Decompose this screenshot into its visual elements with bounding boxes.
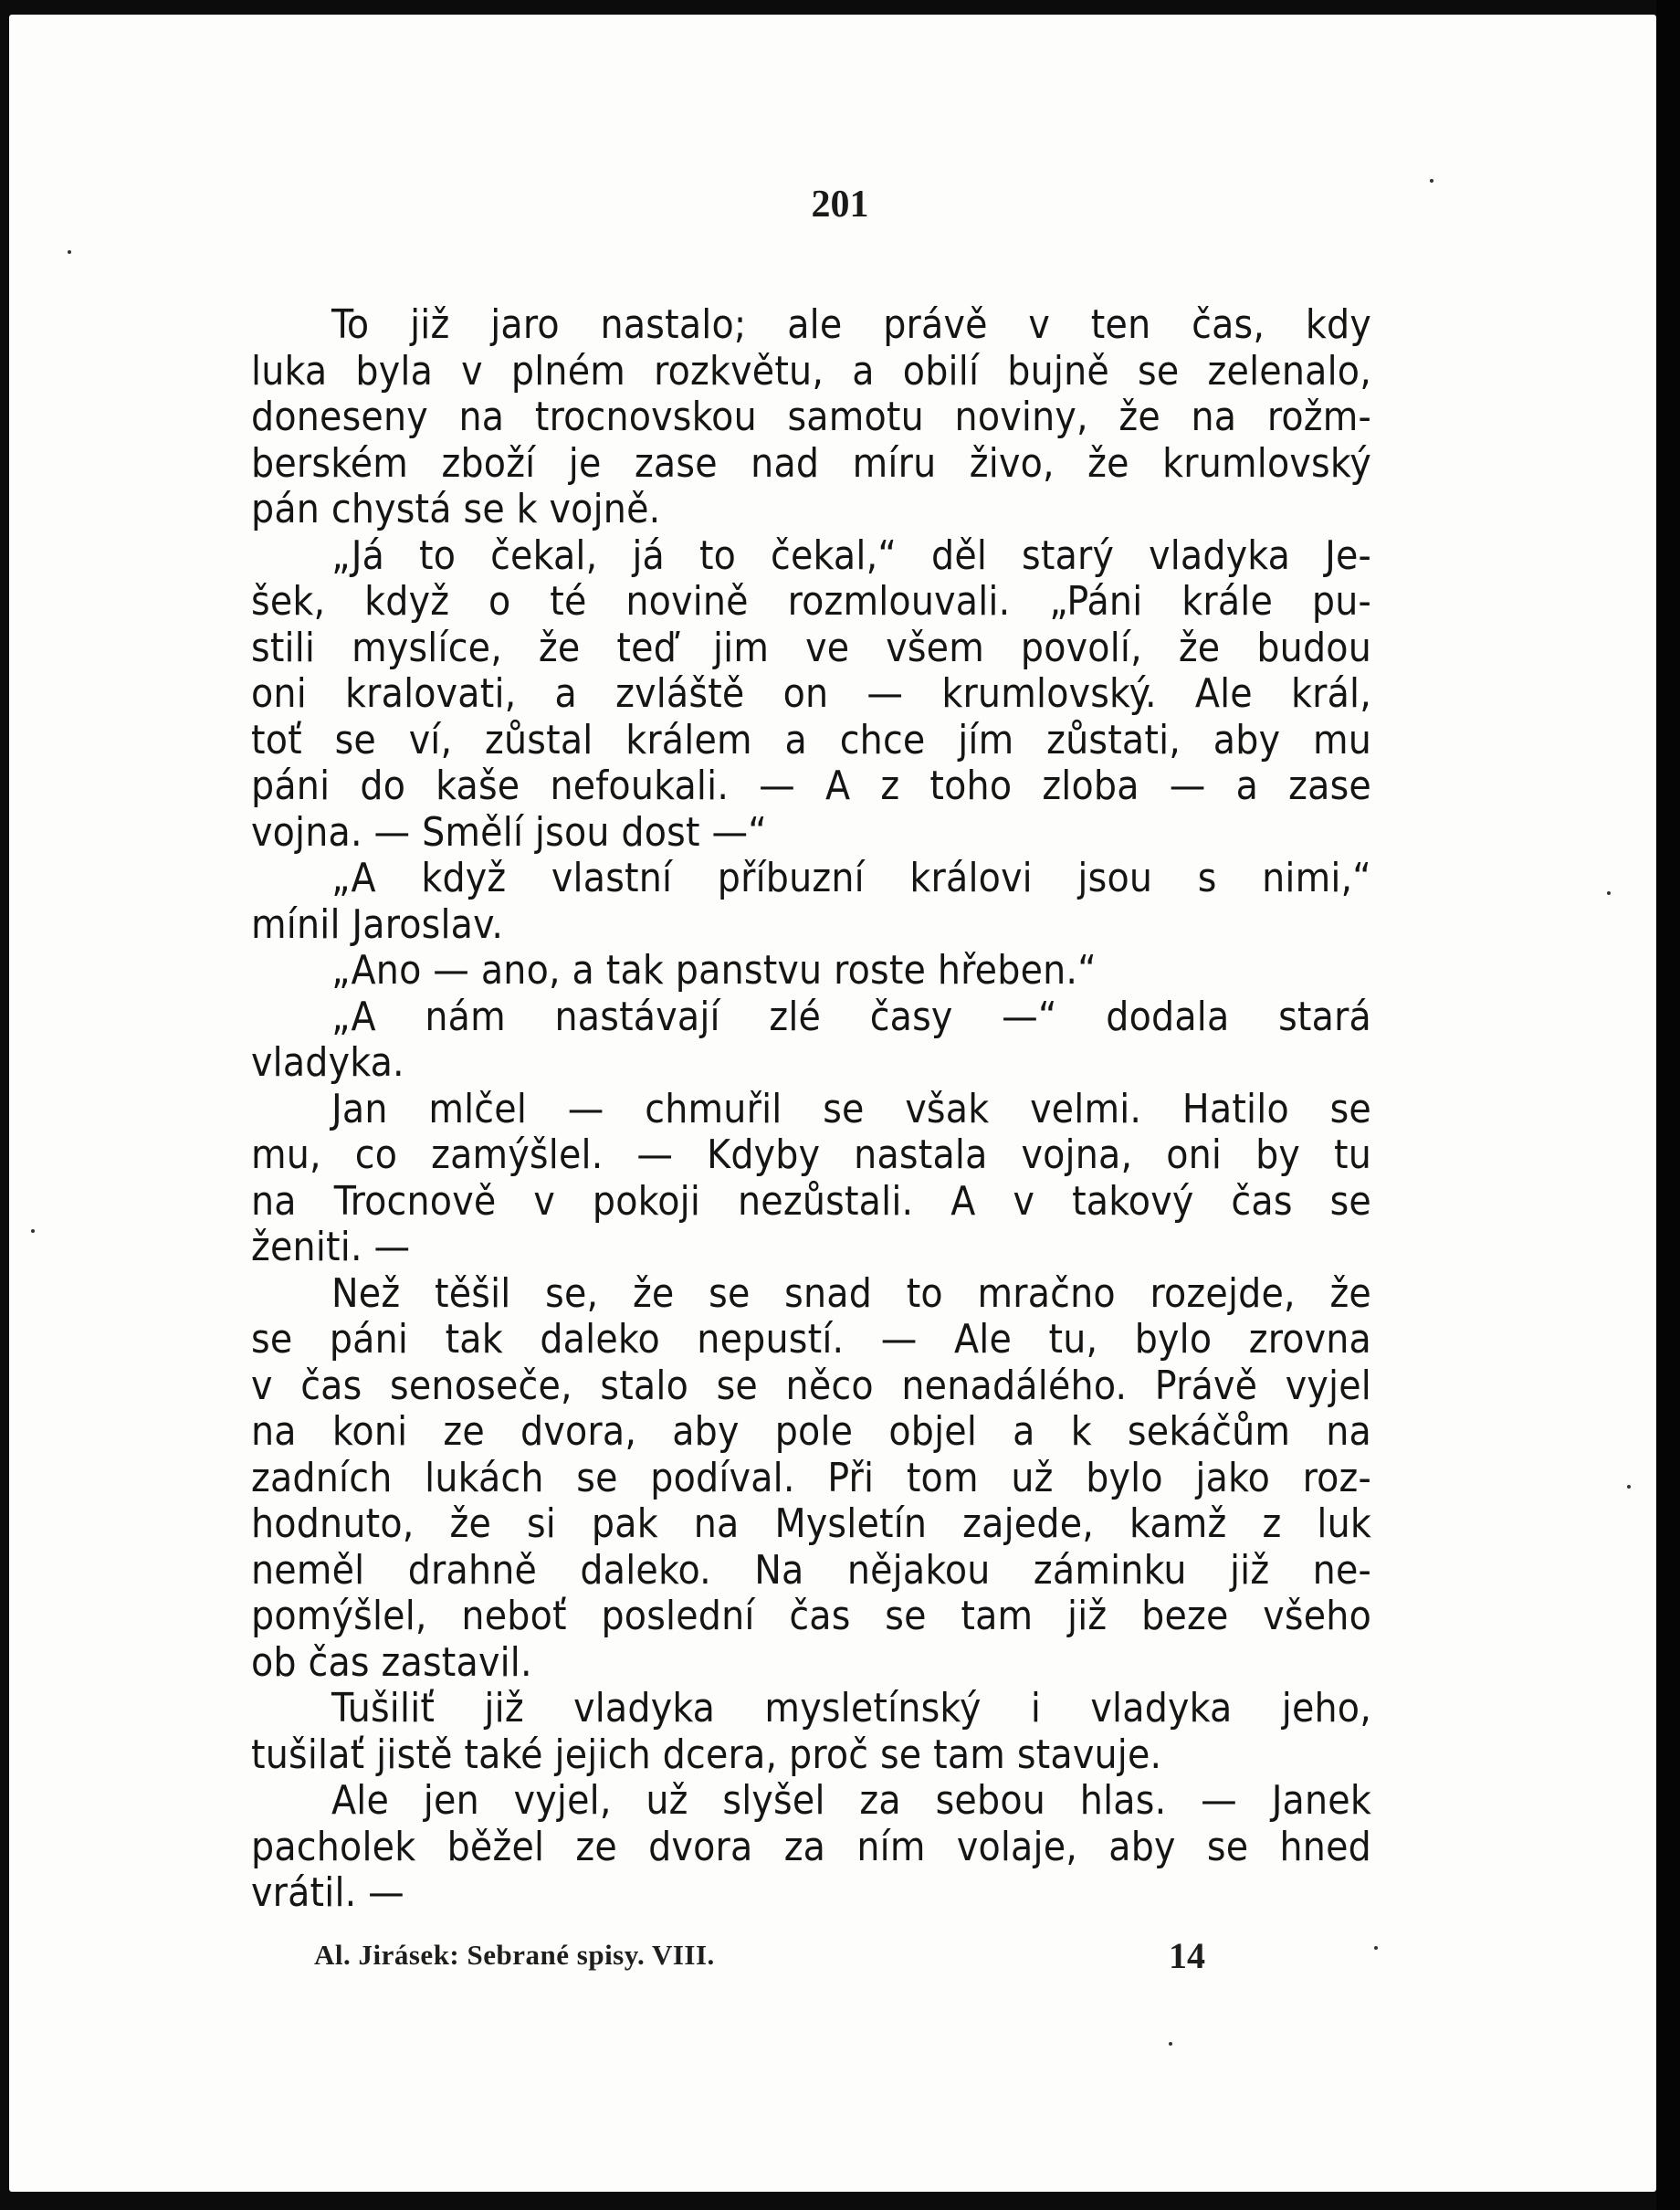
text-line: Než těšil se, že se snad to mračno rozejde, že: [331, 1269, 1371, 1317]
body-text: [251, 302, 1371, 1917]
text-line: na koni ze dvora, aby pole objel a k sekáčům na: [251, 1408, 1371, 1455]
text-line: hodnuto, že si pak na Mysletín zajede, kamž z luk: [251, 1500, 1371, 1547]
text-line: Tušiliť již vladyka mysletínský i vladyka jeho,: [331, 1685, 1371, 1731]
text-line: mu, co zamýšlel. — Kdyby nastala vojna, oni by tu: [251, 1131, 1371, 1178]
text-line: Jan mlčel — chmuřil se však velmi. Hatilo se: [331, 1085, 1371, 1132]
scan-speck: [31, 1229, 35, 1233]
text-line: pán chystá se k vojně.: [251, 486, 661, 532]
text-line: tušilať jistě také jejich dcera, proč se tam stavuje.: [251, 1731, 1162, 1778]
text-line: v čas senoseče, stalo se něco nenadálého. Právě vyjel: [251, 1362, 1371, 1409]
text-line: „Já to čekal, já to čekal,“ děl starý vladyka Je-: [331, 531, 1371, 579]
text-line: To již jaro nastalo; ale právě v ten čas, kdy: [331, 301, 1371, 348]
text-line: vojna. — Smělí jsou dost —“: [251, 808, 767, 856]
text-line: páni do kaše nefoukali. — A z toho zloba — a zase: [251, 763, 1371, 809]
text-line: stili myslíce, že teď jim ve všem povolí, že budou: [251, 624, 1371, 671]
text-line: berském zboží je zase nad míru živo, že krumlovský: [251, 439, 1371, 487]
text-line: mínil Jaroslav.: [251, 900, 504, 948]
text-line: Ale jen vyjel, už slyšel za sebou hlas. — Janek: [331, 1777, 1371, 1824]
text-line: šek, když o té novině rozmlouvali. „Páni krále pu-: [251, 578, 1371, 625]
scan-speck: [68, 250, 71, 254]
text-line: „A nám nastávají zlé časy —“ dodala stará: [331, 993, 1371, 1040]
scan-edge: [1656, 0, 1680, 2210]
footer-signature: 14: [1169, 1935, 1205, 1976]
text-line: oni kralovati, a zvláště on — krumlovský. Ale král,: [251, 670, 1371, 717]
text-line: vrátil. —: [251, 1869, 404, 1916]
text-line: vladyka.: [251, 1039, 404, 1086]
text-line: neměl drahně daleko. Na nějakou záminku již ne-: [251, 1546, 1371, 1594]
scan-speck: [1627, 1485, 1631, 1489]
text-line: ob čas zastavil.: [251, 1638, 532, 1686]
text-line: ženiti. —: [251, 1224, 411, 1270]
text-line: „A když vlastní příbuzní královi jsou s nimi,“: [331, 855, 1371, 901]
text-line: se páni tak daleko nepustí. — Ale tu, bylo zrovna: [251, 1316, 1371, 1363]
text-line: toť se ví, zůstal králem a chce jím zůstati, aby mu: [251, 716, 1371, 763]
text-line: luka byla v plném rozkvětu, a obilí bujně se zelenalo,: [251, 347, 1371, 395]
text-line: doneseny na trocnovskou samotu noviny, že na rožm-: [251, 394, 1371, 440]
scan-speck: [1607, 891, 1611, 895]
scan-speck: [1374, 1946, 1378, 1950]
scan-speck: [1169, 2042, 1172, 2046]
text-line: „Ano — ano, a tak panstvu roste hřeben.“: [331, 947, 1097, 994]
page-number: 201: [811, 184, 869, 226]
text-line: na Trocnově v pokoji nezůstali. A v takový čas se: [251, 1177, 1371, 1225]
footer-source: Al. Jirásek: Sebrané spisy. VIII.: [314, 1939, 715, 1971]
text-line: pomýšlel, neboť poslední čas se tam již beze všeho: [251, 1593, 1371, 1639]
text-line: zadních lukách se podíval. Při tom už bylo jako roz-: [251, 1454, 1371, 1501]
text-line: pacholek běžel ze dvora za ním volaje, aby se hned: [251, 1823, 1371, 1870]
